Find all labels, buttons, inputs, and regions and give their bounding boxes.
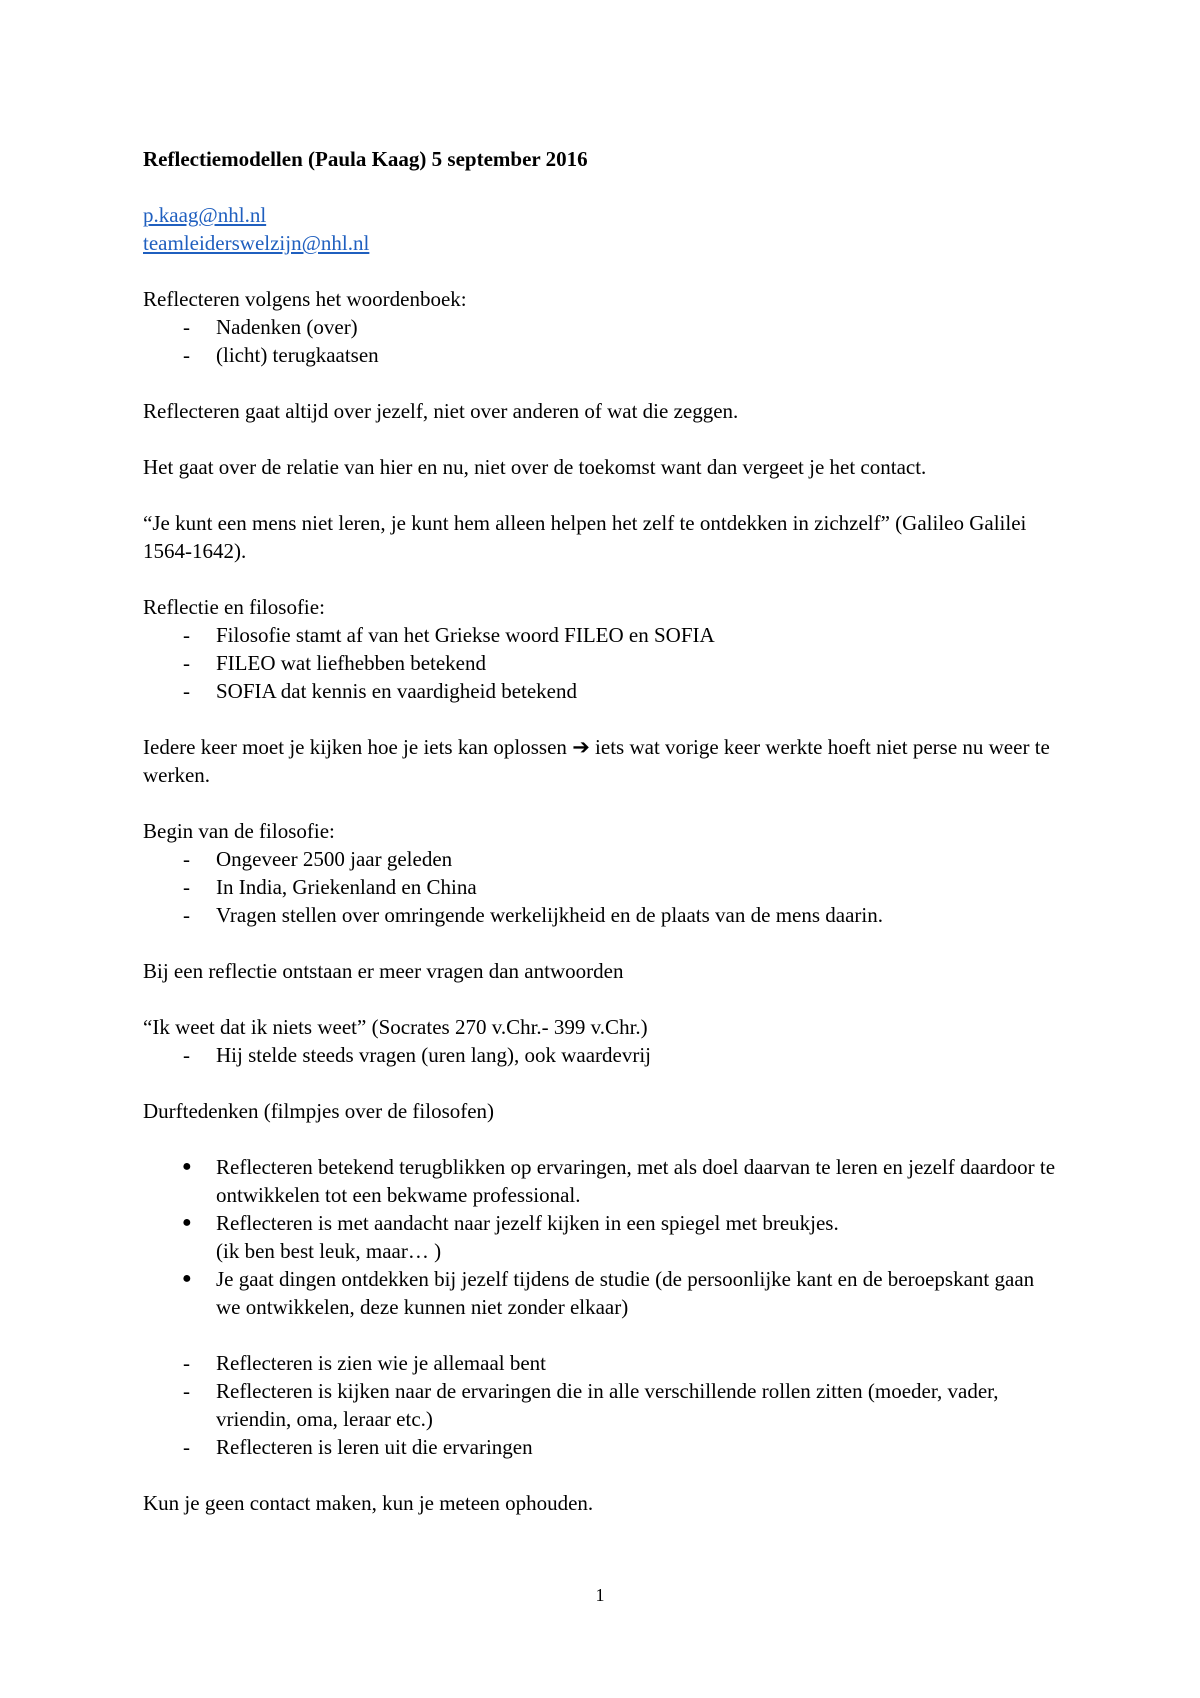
bullet-marker: ●	[182, 1158, 192, 1175]
list-item: - (licht) terugkaatsen	[183, 343, 379, 367]
paragraph-more-questions: Bij een reflectie ontstaan er meer vragen dan antwoorden	[143, 959, 624, 983]
list-item: - Nadenken (over)	[183, 315, 358, 339]
paragraph-self: Reflecteren gaat altijd over jezelf, niet over anderen of wat die zeggen.	[143, 399, 739, 423]
dash-marker: -	[183, 1351, 190, 1375]
email-block	[143, 201, 1063, 257]
list-item: - Ongeveer 2500 jaar geleden	[183, 847, 453, 871]
page-number: 1	[595, 1585, 605, 1605]
list-item: - Reflecteren is kijken naar de ervaringen die in alle verschillende rollen zitten (moeder, vader, vriendin, oma, leraar etc.)	[183, 1379, 999, 1431]
dictionary-intro: Reflecteren volgens het woordenboek:	[143, 287, 467, 311]
dictionary-list	[143, 313, 1063, 369]
email-link-kaag[interactable]: p.kaag@nhl.nl	[143, 203, 267, 227]
paragraph-durftedenken: Durftedenken (filmpjes over de filosofen)	[143, 1099, 495, 1123]
bullet-list	[143, 1153, 1063, 1321]
dash-marker: -	[183, 623, 190, 647]
dash-marker: -	[183, 651, 190, 675]
email-link-teamleiders[interactable]: teamleiderswelzijn@nhl.nl	[143, 231, 370, 255]
begin-intro: Begin van de filosofie:	[143, 819, 335, 843]
socrates-list	[143, 1041, 1063, 1069]
quote-galileo: “Je kunt een mens niet leren, je kunt hem alleen helpen het zelf te ontdekken in zichzelf” (Galileo Galilei 1564-1642).	[143, 511, 1027, 563]
dash-marker: -	[183, 343, 190, 367]
dash-marker: -	[183, 679, 190, 703]
list-item: ● Reflecteren betekend terugblikken op ervaringen, met als doel daarvan te leren en jezelf daardoor te ontwikkelen tot een bekwame professional.	[182, 1155, 1056, 1207]
paragraph-each-time: Iedere keer moet je kijken hoe je iets kan oplossen ➔ iets wat vorige keer werkte hoeft niet perse nu weer te werken.	[143, 735, 1050, 787]
quote-socrates: “Ik weet dat ik niets weet” (Socrates 270 v.Chr.- 399 v.Chr.)	[143, 1015, 648, 1039]
bullet-extra: (ik ben best leuk, maar… )	[216, 1239, 442, 1263]
list-item: - Reflecteren is leren uit die ervaringen	[183, 1435, 533, 1459]
philosophy-intro: Reflectie en filosofie:	[143, 595, 325, 619]
dash-marker: -	[183, 1379, 190, 1403]
list-item: - Hij stelde steeds vragen (uren lang), ook waardevrij	[183, 1043, 652, 1067]
list-item: - Reflecteren is zien wie je allemaal bent	[183, 1351, 547, 1375]
dash-marker: -	[183, 1435, 190, 1459]
document-page	[143, 145, 1063, 1545]
dash-marker: -	[183, 875, 190, 899]
paragraph-contact: Kun je geen contact maken, kun je meteen ophouden.	[143, 1491, 594, 1515]
dash-marker: -	[183, 847, 190, 871]
list-item: - FILEO wat liefhebben betekend	[183, 651, 486, 675]
bullet-marker: ●	[182, 1214, 192, 1231]
philosophy-list	[143, 621, 1063, 705]
list-item: - Vragen stellen over omringende werkelijkheid en de plaats van de mens daarin.	[183, 903, 883, 927]
list-item: - Filosofie stamt af van het Griekse woord FILEO en SOFIA	[183, 623, 715, 647]
bullet-marker: ●	[182, 1270, 192, 1287]
list-item: ● Je gaat dingen ontdekken bij jezelf tijdens de studie (de persoonlijke kant en de beroepskant gaan we ontwikkelen, deze kunnen niet zonder elkaar)	[182, 1267, 1035, 1319]
final-dash-list	[143, 1349, 1063, 1461]
dash-marker: -	[183, 1043, 190, 1067]
paragraph-here-now: Het gaat over de relatie van hier en nu, niet over de toekomst want dan vergeet je het contact.	[143, 455, 927, 479]
dash-marker: -	[183, 903, 190, 927]
document-title: Reflectiemodellen (Paula Kaag) 5 september 2016	[143, 147, 588, 171]
list-item: ● Reflecteren is met aandacht naar jezelf kijken in een spiegel met breukjes. (ik ben best leuk, maar… )	[182, 1211, 839, 1263]
list-item: - In India, Griekenland en China	[183, 875, 477, 899]
arrow-right-icon: ➔	[572, 735, 590, 759]
begin-list	[143, 845, 1063, 929]
list-item: - SOFIA dat kennis en vaardigheid betekend	[183, 679, 577, 703]
dash-marker: -	[183, 315, 190, 339]
